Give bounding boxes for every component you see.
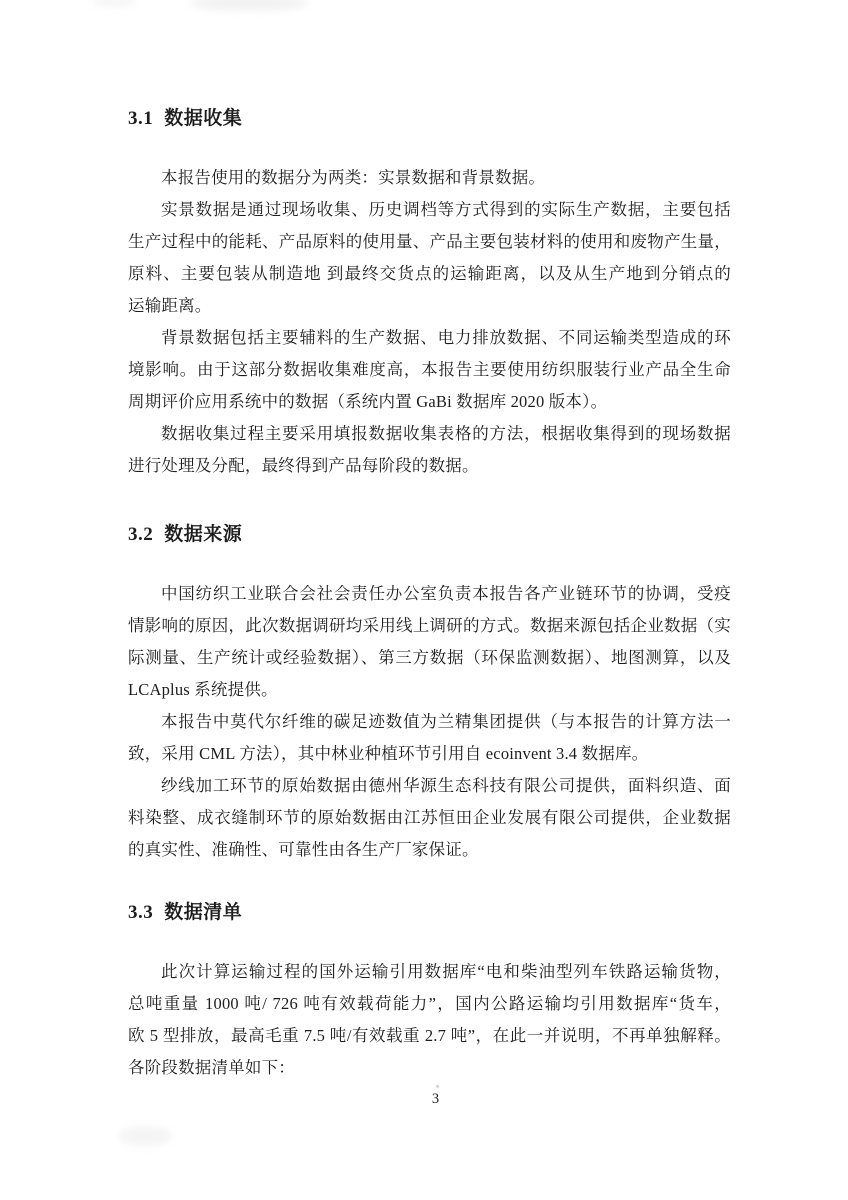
scan-artifact [118, 1126, 172, 1146]
scan-artifact [436, 1085, 439, 1088]
paragraph [128, 956, 731, 1084]
section-title: 数据清单 [164, 902, 243, 923]
text-line: 情影响的原因，此次数据调研均采用线上调研的方式。数据来源包括企业数据（实 [128, 616, 731, 635]
text-line: 中国纺织工业联合会社会责任办公室负责本报告各产业链环节的协调，受疫 [161, 584, 731, 603]
text-line: 各阶段数据清单如下： [128, 1058, 295, 1077]
section-heading [128, 106, 731, 132]
paragraph [128, 194, 731, 322]
section-data-collection [128, 106, 731, 482]
text-line: 的真实性、准确性、可靠性由各生产厂家保证。 [128, 840, 479, 859]
section-data-inventory [128, 900, 731, 1084]
paragraph [128, 418, 731, 482]
paragraph [128, 162, 731, 194]
text-line: 总吨重量 1000 吨/ 726 吨有效载荷能力”，国内公路运输均引用数据库“货车， [128, 994, 731, 1013]
text-line: 周期评价应用系统中的数据（系统内置 GaBi 数据库 2020 版本）。 [128, 392, 608, 411]
section-title: 数据来源 [164, 524, 243, 545]
text-line: 致，采用 CML 方法），其中林业种植环节引用自 ecoinvent 3.4 数据库。 [128, 744, 649, 763]
text-line: 本报告使用的数据分为两类：实景数据和背景数据。 [161, 168, 546, 187]
text-line: 数据收集过程主要采用填报数据收集表格的方法，根据收集得到的现场数据 [161, 424, 731, 443]
page-content [128, 0, 731, 1084]
text-line: LCAplus 系统提供。 [128, 680, 278, 699]
text-line: 生产过程中的能耗、产品原料的使用量、产品主要包装材料的使用和废物产生量， [128, 232, 731, 251]
text-line: 欧 5 型排放，最高毛重 7.5 吨/有效载重 2.7 吨”，在此一并说明，不再单独解释。 [128, 1026, 731, 1045]
text-line: 原料、主要包装从制造地 到最终交货点的运输距离，以及从生产地到分销点的 [128, 264, 731, 283]
section-title: 数据收集 [164, 108, 243, 129]
text-line: 纱线加工环节的原始数据由德州华源生态科技有限公司提供，面料织造、面 [161, 776, 731, 795]
text-line: 本报告中莫代尔纤维的碳足迹数值为兰精集团提供（与本报告的计算方法一 [161, 712, 731, 731]
text-line: 此次计算运输过程的国外运输引用数据库“电和柴油型列车铁路运输货物， [161, 962, 731, 981]
text-line: 料染整、成衣缝制环节的原始数据由江苏恒田企业发展有限公司提供，企业数据 [128, 808, 731, 827]
paragraph [128, 322, 731, 418]
section-number: 3.2 [128, 524, 154, 545]
paragraph [128, 770, 731, 866]
section-data-sources [128, 522, 731, 866]
page-number: 3 [431, 1091, 440, 1107]
paragraph [128, 578, 731, 706]
section-number: 3.1 [128, 108, 154, 129]
section-heading [128, 900, 731, 926]
text-line: 实景数据是通过现场收集、历史调档等方式得到的实际生产数据，主要包括 [161, 200, 731, 219]
section-heading [128, 522, 731, 548]
text-line: 运输距离。 [128, 296, 212, 315]
text-line: 进行处理及分配，最终得到产品每阶段的数据。 [128, 456, 479, 475]
section-number: 3.3 [128, 902, 154, 923]
text-line: 背景数据包括主要辅料的生产数据、电力排放数据、不同运输类型造成的环 [161, 328, 731, 347]
text-line: 际测量、生产统计或经验数据）、第三方数据（环保监测数据）、地图测算，以及 [128, 648, 731, 667]
text-line: 境影响。由于这部分数据收集难度高，本报告主要使用纺织服装行业产品全生命 [128, 360, 731, 379]
paragraph [128, 706, 731, 770]
